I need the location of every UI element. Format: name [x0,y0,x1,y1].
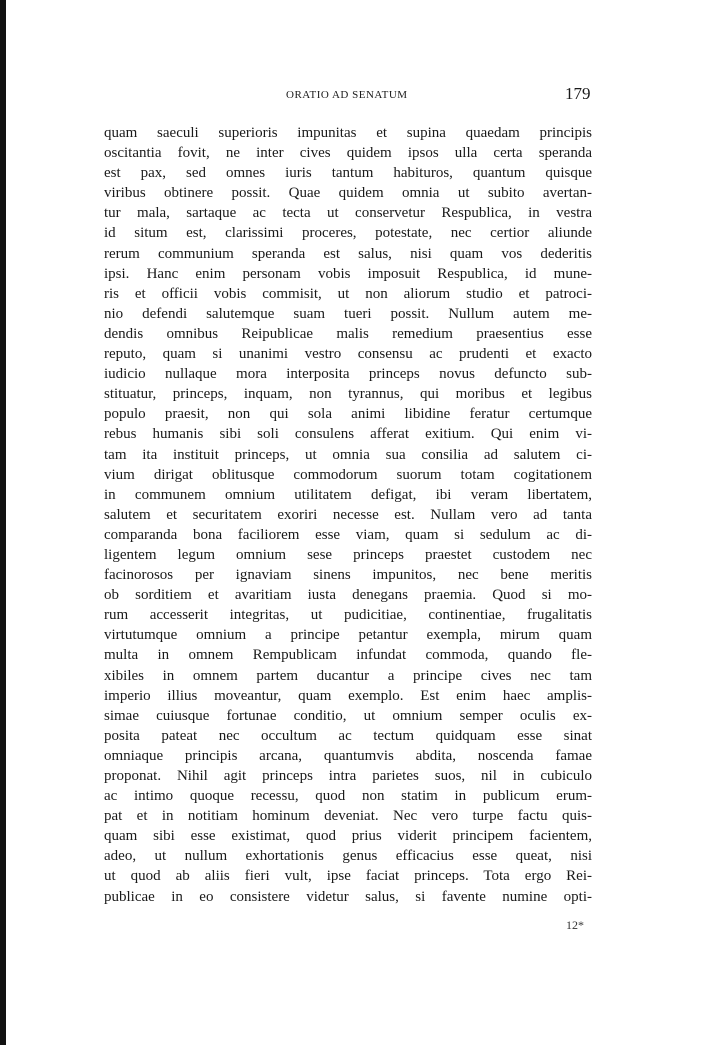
text-line: reputo, quam si unanimi vestro consensu ac prudenti et exacto [104,346,592,363]
text-line: publicae in eo consistere videtur salus, si favente numine opti- [104,888,592,905]
text-line: ris et officii vobis commisit, ut non aliorum studio et patroci- [104,285,592,302]
text-line: ob sorditiem et avaritiam iusta denegans praemia. Quod si mo- [104,587,592,604]
text-line: posita pateat nec occultum ac tectum quidquam esse sinat [104,727,592,744]
text-line: populo praesit, non qui sola animi libidine feratur certumque [104,406,592,423]
text-line: ligentem legum omnium sese princeps praestet custodem nec [104,546,592,563]
text-line: quam saeculi superioris impunitas et supina quaedam principis [104,125,592,141]
text-line: imperio illius moveantur, quam exemplo. Est enim haec amplis- [104,687,592,704]
text-line: rum accesserit integritas, ut pudicitiae, continentiae, frugalitatis [104,607,592,624]
printer-signature-mark: 12* [566,918,584,932]
text-line: salutem et securitatem exoriri necesse est. Nullam vero ad tanta [104,506,592,523]
text-line: tur mala, sartaque ac tecta ut conservetur Respublica, in vestra [104,205,592,222]
text-line: ipsi. Hanc enim personam vobis imposuit Respublica, id mune- [104,265,592,282]
text-line: rerum communium speranda est salus, nisi quam vos dederitis [104,245,592,262]
text-line: virtutumque omnium a principe petantur exempla, mirum quam [104,627,592,644]
text-line: comparanda bona faciliorem esse viam, quam si sedulum ac di- [104,526,592,543]
text-line: est pax, sed omnes iuris tantum habituros, quantum quisque [104,165,592,182]
text-line: ut quod ab aliis fieri vult, ipse faciat princeps. Tota ergo Rei- [104,868,592,885]
page-number: 179 [565,84,591,103]
text-line: omniaque principis arcana, quantumvis abdita, noscenda famae [104,747,592,764]
text-line: vium dirigat oblitusque commodorum suorum totam cogitationem [104,466,592,483]
text-line: simae cuiusque fortunae conditio, ut omnium semper oculis ex- [104,707,592,724]
text-line: stituatur, princeps, inquam, non tyrannus, qui moribus et legibus [104,386,592,403]
text-line: nio defendi salutemque suam tueri possit. Nullum autem me- [104,305,592,322]
text-line: xibiles in omnem partem ducantur a principe cives nec tam [104,667,592,684]
running-head-title: ORATIO AD SENATUM [286,89,408,101]
text-line: dendis omnibus Reipublicae malis remedium praesentius esse [104,325,592,342]
text-line: in communem omnium utilitatem defigat, ibi veram libertatem, [104,486,592,503]
text-line: oscitantia fovit, ne inter cives quidem ipsos ulla certa speranda [104,145,592,162]
text-line: viribus obtinere possit. Quae quidem omnia ut subito avertan- [104,185,592,202]
running-head [0,84,720,108]
text-line: iudicio nullaque mora interposita princeps novus defuncto sub- [104,366,592,383]
text-line: tam ita instituit princeps, ut omnia sua consilia ad salutem ci- [104,446,592,463]
text-line: pat et in notitiam hominum deveniat. Nec vero turpe factu quis- [104,808,592,825]
text-line: quam sibi esse existimat, quod prius viderit principem facientem, [104,828,592,845]
text-line: rebus humanis sibi soli consulens afferat exitium. Qui enim vi- [104,426,592,443]
text-line: facinorosos per ignaviam sinens impunitos, nec bene meritis [104,567,592,584]
text-line: id situm est, clarissimi proceres, potestate, nec certior aliunde [104,225,592,242]
text-line: ac intimo quoque recessu, quod non statim in publicum erum- [104,788,592,805]
text-line: multa in omnem Rempublicam infundat commoda, quando fle- [104,647,592,664]
body-text [104,123,592,907]
text-line: adeo, ut nullum exhortationis genus efficacius esse queat, nisi [104,848,592,865]
text-line: proponat. Nihil agit princeps intra parietes suos, nil in cubiculo [104,768,592,784]
